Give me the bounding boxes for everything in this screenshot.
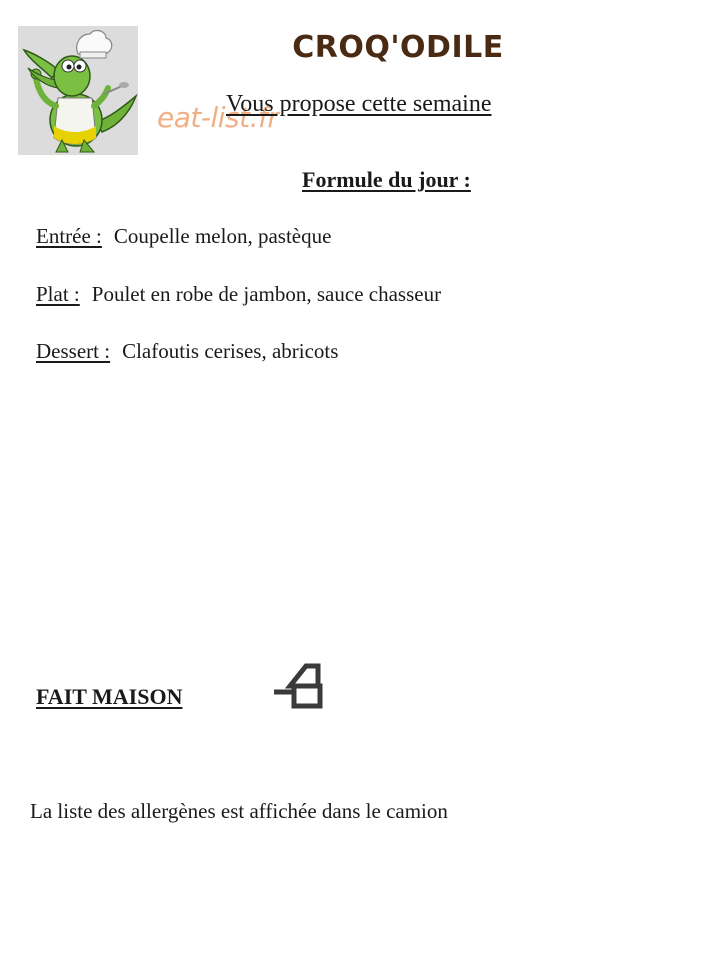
allergens-notice: La liste des allergènes est affichée dans le camion — [30, 799, 448, 823]
fait-maison-label: FAIT MAISON — [36, 684, 183, 709]
tagline: Vous propose cette semaine — [226, 91, 492, 117]
menu-value-entree: Coupelle melon, pastèque — [113, 224, 332, 248]
menu-title: Formule du jour : — [302, 167, 471, 192]
house-saucepan-icon — [272, 660, 328, 712]
menu-label-plat: Plat : — [36, 282, 80, 306]
menu-row-entree — [30, 224, 331, 249]
menu-value-plat: Poulet en robe de jambon, sauce chasseur — [91, 282, 442, 306]
menu-row-dessert — [30, 339, 338, 364]
menu-label-entree: Entrée : — [36, 224, 102, 248]
menu-row-plat — [30, 282, 441, 307]
brand-title: CROQ'ODILE — [292, 30, 504, 65]
menu-label-dessert: Dessert : — [36, 339, 111, 363]
watermark: eat-list.fr — [157, 101, 279, 134]
menu-value-dessert: Clafoutis cerises, abricots — [122, 339, 339, 363]
crocodile-chef-icon — [18, 26, 138, 155]
